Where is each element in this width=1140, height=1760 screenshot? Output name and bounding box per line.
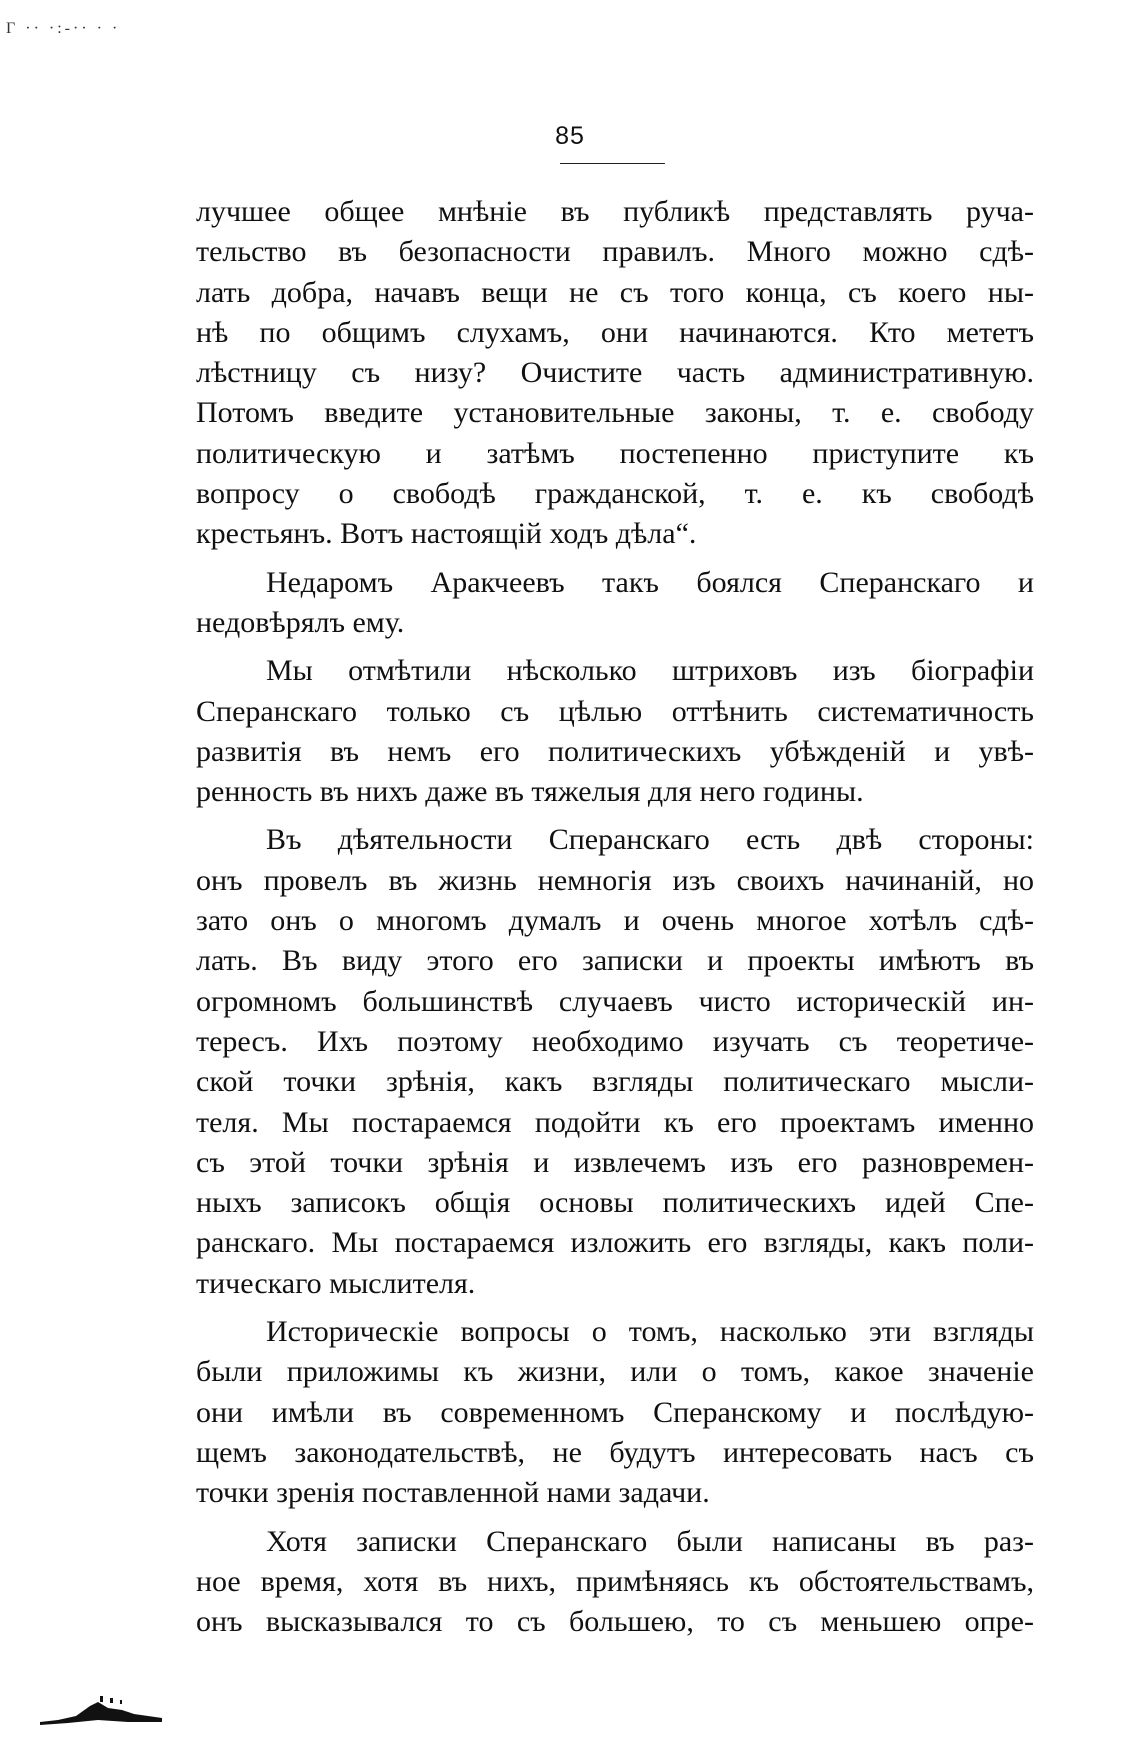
text-line: огромномъ большинствѣ случаевъ чисто историческій ин-: [196, 984, 1034, 1018]
text-line: тельство въ безопасности правилъ. Много можно сдѣ-: [196, 235, 1034, 269]
text-line: онъ провелъ въ жизнь немногія изъ своихъ начинаній, но: [196, 863, 1034, 897]
text-line: щемъ законодательствѣ, не будутъ интересовать насъ съ: [196, 1435, 1034, 1469]
text-line: нѣ по общимъ слухамъ, они начинаются. Кто мететъ: [196, 315, 1034, 349]
text-line: Недаромъ Аракчеевъ такъ боялся Сперанскаго и: [266, 565, 1034, 599]
text-line: ренность въ нихъ даже въ тяжелыя для него годины.: [196, 775, 864, 809]
text-line: тересъ. Ихъ поэтому необходимо изучать съ теоретиче-: [196, 1024, 1034, 1058]
text-line: ныхъ записокъ общія основы политическихъ идей Спе-: [196, 1186, 1034, 1220]
text-line: недовѣрялъ ему.: [196, 605, 405, 639]
text-line: политическую и затѣмъ постепенно приступите къ: [196, 436, 1034, 470]
text-line: лѣстницу съ низу? Очистите часть административную.: [196, 356, 1034, 390]
text-line: они имѣли въ современномъ Сперанскому и послѣдую-: [196, 1395, 1034, 1429]
text-line: ской точки зрѣнія, какъ взгляды политическаго мысли-: [196, 1065, 1034, 1099]
text-line: Хотя записки Сперанскаго были написаны въ раз-: [266, 1524, 1034, 1558]
page-number: 85: [555, 122, 585, 150]
text-line: развитія въ немъ его политическихъ убѣжденій и увѣ-: [196, 734, 1034, 768]
library-stamp-icon: [38, 1692, 164, 1728]
corner-scan-mark: Г ·· ·:-·· · ·: [6, 20, 121, 37]
text-line: точки зренія поставленной нами задачи.: [196, 1476, 710, 1510]
body-text: [196, 192, 1034, 1642]
text-line: Историческіе вопросы о томъ, насколько эти взгляды: [266, 1315, 1034, 1349]
text-line: были приложимы къ жизни, или о томъ, какое значеніе: [196, 1355, 1034, 1389]
text-line: тическаго мыслителя.: [196, 1266, 476, 1300]
text-line: теля. Мы постараемся подойти къ его проектамъ именно: [196, 1105, 1034, 1139]
text-line: лать добра, начавъ вещи не съ того конца, съ коего ны-: [196, 275, 1034, 309]
text-line: лать. Въ виду этого его записки и проекты имѣютъ въ: [196, 944, 1034, 978]
text-line: крестьянъ. Вотъ настоящій ходъ дѣла“.: [196, 517, 697, 551]
text-line: ное время, хотя въ нихъ, примѣняясь къ обстоятельствамъ,: [196, 1564, 1034, 1598]
text-line: Сперанскаго только съ цѣлью оттѣнить систематичность: [196, 694, 1034, 728]
text-line: вопросу о свободѣ гражданской, т. е. къ свободѣ: [196, 477, 1034, 511]
text-line: Потомъ введите установительные законы, т. е. свободу: [196, 396, 1034, 430]
text-line: ранскаго. Мы постараемся изложить его взгляды, какъ поли-: [196, 1226, 1034, 1260]
page-number-rule: [560, 163, 665, 164]
text-line: Мы отмѣтили нѣсколько штриховъ изъ біографіи: [266, 654, 1034, 688]
text-line: зато онъ о многомъ думалъ и очень многое хотѣлъ сдѣ-: [196, 904, 1034, 938]
text-line: съ этой точки зрѣнія и извлечемъ изъ его разновремен-: [196, 1145, 1034, 1179]
text-line: онъ высказывался то съ большею, то съ меньшею опре-: [196, 1605, 1034, 1639]
text-line: Въ дѣятельности Сперанскаго есть двѣ стороны:: [266, 823, 1034, 857]
text-line: лучшее общее мнѣніе въ публикѣ представлять руча-: [196, 195, 1034, 228]
